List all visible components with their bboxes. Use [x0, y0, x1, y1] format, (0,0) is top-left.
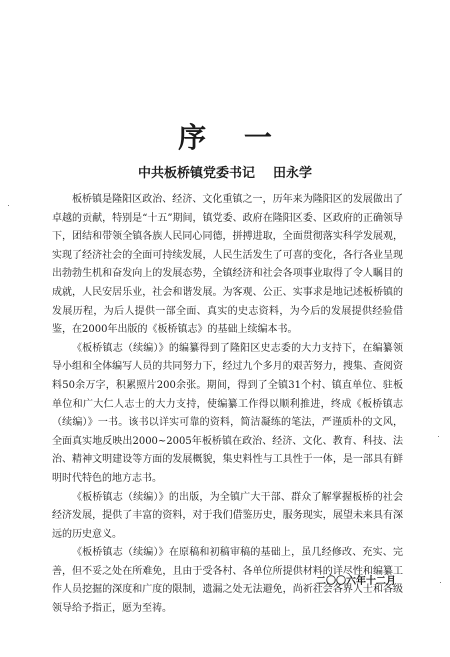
paragraph: 板桥镇是隆阳区政治、经济、文化重镇之一，历年来为隆阳区的发展做出了卓越的贡献，特别是“十五”期间，镇党委、政府在隆阳区委、区政府的正确领导下，团结和带领全镇各族人民同心同德，拼搏进取，全面贯彻落实科学发展观，实现了经济社会的全面可持续发展，人民生活发生了可喜的变化，各行各业呈现出勃勃生机和奋发向上的发展态势，全镇经济和社会各项事业取得了令人瞩目的成就，人民安居乐业，社会和谐发展。为客观、公正、实事求是地记述板桥镇的发展历程，为后人提供一部全面、真实的史志资料，为今后的发展提供经验借鉴，在2000年出版的《板桥镇志》的基础上续编本书。	[52, 194, 403, 336]
author-byline: 中共板桥镇党委书记 田永学	[137, 166, 313, 181]
signature-date: 二〇〇六年十二月	[316, 576, 396, 587]
scan-speck	[8, 205, 9, 206]
paragraph: 《板桥镇志（续编）》的编纂得到了隆阳区史志委的大力支持下，在编纂领导小组和全体编写人员的共同努力下，经过九个多月的艰苦努力，搜集、查阅资料50余万字，积累照片200余张。期间，得到了全镇31个村、镇直单位、驻板单位和广大仁人志士的大力支持，使编纂工作得以顺利推进，终成《板桥镇志（续编）》一书。该书以详实可靠的资料，简洁凝练的笔法，严谨质朴的文风，全面真实地反映出2000~2005年板桥镇在政治、经济、文化、教育、科技、法治、精神文明建设等方面的发展概貌，集史料性与工具性于一体，是一部具有鲜明时代特色的地方志书。	[52, 342, 403, 484]
paragraph: 《板桥镇志（续编）》在原稿和初稿审稿的基础上，虽几经修改、充实、完善，但不妥之处在所难免，且由于受各村、各单位所提供材料的详尽性和编纂工作人员挖掘的深度和广度的限制，遗漏之处无法避免，尚祈社会各界人士和各级领导给予指正，愿为至祷。	[52, 547, 403, 615]
paragraph: 《板桥镇志（续编）》的出版，为全镇广大干部、群众了解掌握板桥的社会经济发展，提供了丰富的资料，对于我们借鉴历史，服务现实，展望未来具有深远的历史意义。	[52, 491, 403, 540]
page-title: 序 一	[178, 121, 286, 154]
scan-speck	[438, 436, 439, 437]
body-text	[52, 191, 403, 619]
scan-speck	[440, 582, 441, 583]
